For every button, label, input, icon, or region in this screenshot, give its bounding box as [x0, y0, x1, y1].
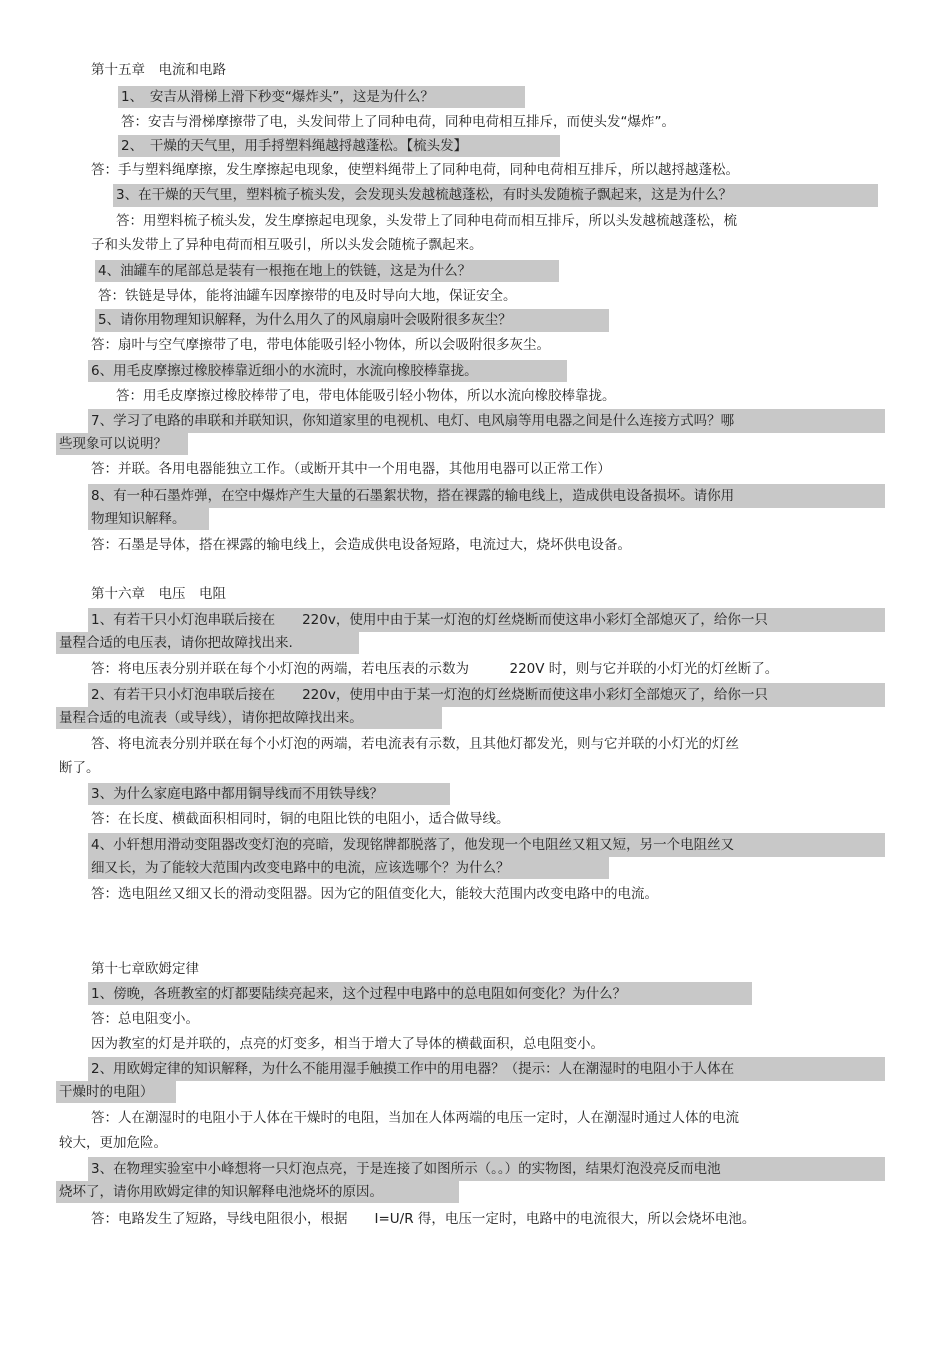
question-line: 量程合适的电压表，请你把故障找出来. — [59, 635, 293, 651]
answer-line: 答：用毛皮摩擦过橡胶棒带了电，带电体能吸引轻小物体，所以水流向橡胶棒靠拢。 — [116, 388, 616, 404]
answer-line: 答：并联。各用电器能独立工作。（或断开其中一个用电器，其他用电器可以正常工作） — [91, 461, 611, 477]
answer-line: 答：扇叶与空气摩擦带了电，带电体能吸引轻小物体，所以会吸附很多灰尘。 — [91, 337, 550, 353]
chapter-title: 第十五章 电流和电路 — [91, 62, 226, 78]
question-line: 3、在物理实验室中小峰想将一只灯泡点亮，于是连接了如图所示（。。）的实物图，结果灯泡没亮反而电池 — [91, 1161, 721, 1177]
answer-line: 答：手与塑料绳摩擦，发生摩擦起电现象，使塑料绳带上了同种电荷，同种电荷相互排斥，所以越捋越蓬松。 — [91, 162, 739, 178]
question-line: 3、为什么家庭电路中都用铜导线而不用铁导线？ — [91, 786, 384, 802]
answer-line: 答：用塑料梳子梳头发，发生摩擦起电现象，头发带上了同种电荷而相互排斥，所以头发越梳越蓬松，梳 — [116, 213, 737, 229]
chapter-title: 第十七章欧姆定律 — [91, 961, 199, 977]
answer-line: 答：人在潮湿时的电阻小于人体在干燥时的电阻，当加在人体两端的电压一定时，人在潮湿时通过人体的电流 — [91, 1110, 739, 1126]
answer-line: 子和头发带上了异种电荷而相互吸引，所以头发会随梳子飘起来。 — [91, 237, 483, 253]
question-line: 7、学习了电路的串联和并联知识，你知道家里的电视机、电灯、电风扇等用电器之间是什么连接方式吗？哪 — [91, 413, 735, 429]
question-line: 1、有若干只小灯泡串联后接在 220v，使用中由于某一灯泡的灯丝烧断而使这串小彩灯全部熄灭了，给你一只 — [91, 612, 768, 628]
question-line: 烧坏了，请你用欧姆定律的知识解释电池烧坏的原因。 — [59, 1184, 383, 1200]
answer-line: 答：选电阻丝又细又长的滑动变阻器。因为它的阻值变化大，能较大范围内改变电路中的电流。 — [91, 886, 658, 902]
answer-line: 断了。 — [59, 760, 100, 776]
question-line: 4、小轩想用滑动变阻器改变灯泡的亮暗，发现铭牌都脱落了，他发现一个电阻丝又粗又短，另一个电阻丝又 — [91, 837, 735, 853]
question-line: 物理知识解释。 — [91, 511, 186, 527]
answer-line: 答：铁链是导体，能将油罐车因摩擦带的电及时导向大地，保证安全。 — [98, 288, 517, 304]
answer-line: 答：安吉与滑梯摩擦带了电，头发间带上了同种电荷，同种电荷相互排斥，而使头发“爆炸”。 — [121, 114, 675, 130]
question-line: 2、用欧姆定律的知识解释，为什么不能用湿手触摸工作中的用电器？（提示：人在潮湿时的电阻小于人体在 — [91, 1061, 735, 1077]
answer-line: 答、将电流表分别并联在每个小灯泡的两端，若电流表有示数，且其他灯都发光，则与它并联的小灯光的灯丝 — [91, 736, 739, 752]
question-line: 6、用毛皮摩擦过橡胶棒靠近细小的水流时，水流向橡胶棒靠拢。 — [91, 363, 478, 379]
question-line: 3、在干燥的天气里，塑料梳子梳头发，会发现头发越梳越蓬松，有时头发随梳子飘起来，这是为什么？ — [116, 187, 733, 203]
answer-line: 因为教室的灯是并联的，点亮的灯变多，相当于增大了导体的横截面积，总电阻变小。 — [91, 1036, 604, 1052]
question-line: 细又长，为了能较大范围内改变电路中的电流，应该选哪个？为什么？ — [91, 860, 510, 876]
answer-line: 答：在长度、横截面积相同时，铜的电阻比铁的电阻小，适合做导线。 — [91, 811, 510, 827]
answer-line: 较大，更加危险。 — [59, 1135, 167, 1151]
answer-line: 答：电路发生了短路，导线电阻很小，根据 I=U/R 得，电压一定时，电路中的电流很大，所以会烧坏电池。 — [91, 1211, 756, 1227]
question-line: 4、油罐车的尾部总是装有一根拖在地上的铁链，这是为什么？ — [98, 263, 472, 279]
question-line: 5、请你用物理知识解释，为什么用久了的风扇扇叶会吸附很多灰尘？ — [98, 312, 512, 328]
question-line: 8、有一种石墨炸弹，在空中爆炸产生大量的石墨絮状物，搭在裸露的输电线上，造成供电设备损坏。请你用 — [91, 488, 735, 504]
answer-line: 答：石墨是导体，搭在裸露的输电线上，会造成供电设备短路，电流过大，烧坏供电设备。 — [91, 537, 631, 553]
answer-line: 答：总电阻变小。 — [91, 1011, 199, 1027]
question-line: 1、 安吉从滑梯上滑下秒变“爆炸头”，这是为什么？ — [121, 89, 434, 105]
answer-line: 答：将电压表分别并联在每个小灯泡的两端，若电压表的示数为 220V 时，则与它并联的小灯光的灯丝断了。 — [91, 661, 779, 677]
question-line: 2、 干燥的天气里，用手捋塑料绳越捋越蓬松。【梳头发】 — [121, 138, 468, 154]
question-line: 干燥时的电阻） — [59, 1084, 154, 1100]
question-line: 2、有若干只小灯泡串联后接在 220v，使用中由于某一灯泡的灯丝烧断而使这串小彩灯全部熄灭了，给你一只 — [91, 687, 768, 703]
question-line: 些现象可以说明？ — [59, 436, 167, 452]
question-line: 1、傍晚，各班教室的灯都要陆续亮起来，这个过程中电路中的总电阻如何变化？为什么？ — [91, 986, 627, 1002]
chapter-title: 第十六章 电压 电阻 — [91, 586, 226, 602]
question-line: 量程合适的电流表（或导线），请你把故障找出来。 — [59, 710, 363, 726]
